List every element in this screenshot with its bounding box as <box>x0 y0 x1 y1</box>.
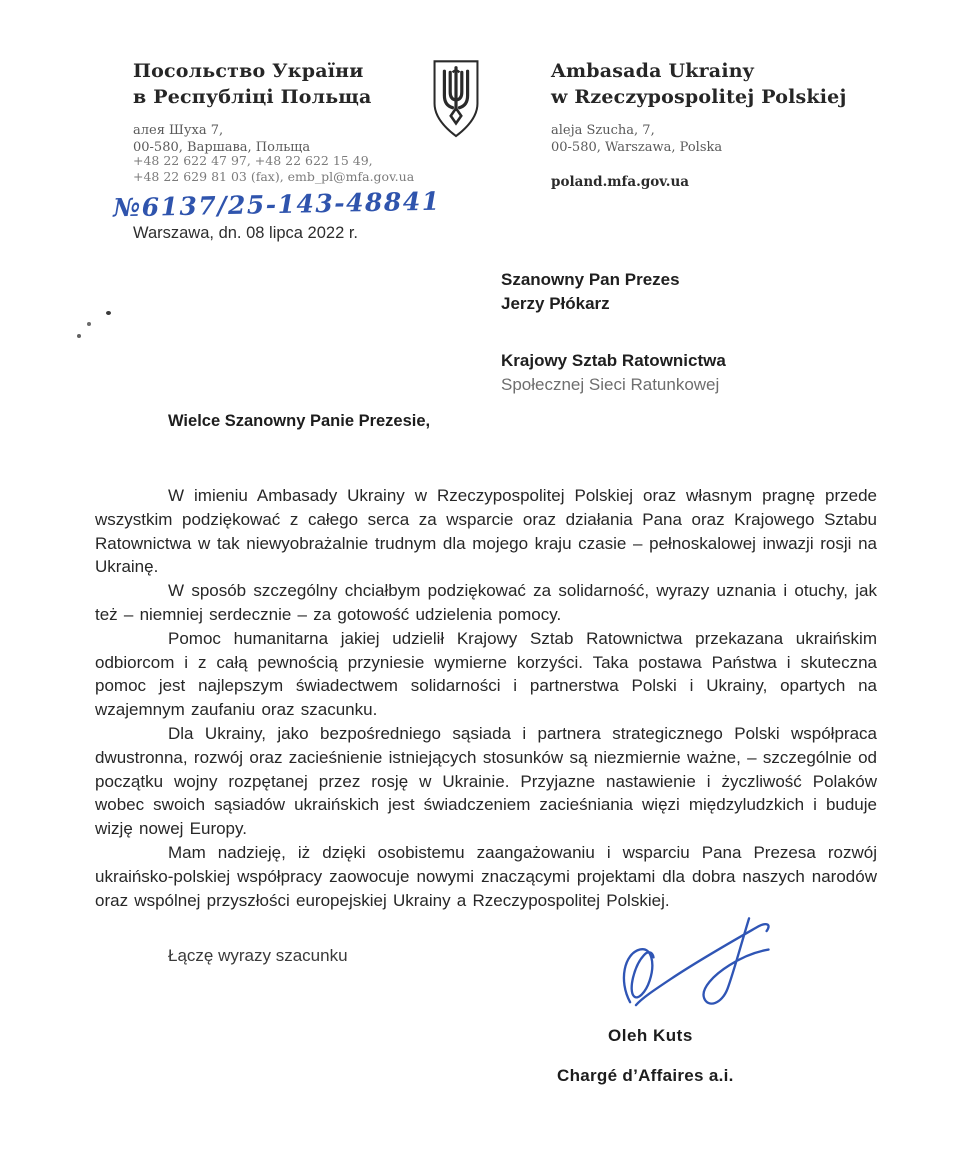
scan-speck <box>106 311 111 315</box>
recipient-block <box>501 268 726 397</box>
ukraine-trident-emblem-icon <box>427 56 485 142</box>
handwritten-reference-number: №6137/25-143-48841 <box>112 186 441 223</box>
embassy-contacts <box>133 153 414 185</box>
embassy-address-uk-line2: 00-580, Варшава, Польща <box>133 140 311 155</box>
body-paragraph-2: W sposób szczególny chciałbym podziękować za solidarność, wyrazy uznania i otuchy, jak też – niemniej serdecznie – za gotowość udzielenia pomocy. <box>95 581 877 624</box>
recipient-name: Jerzy Płókarz <box>501 294 610 313</box>
embassy-title-uk-line1: Посольство України <box>133 60 364 82</box>
recipient-honorific: Szanowny Pan Prezes <box>501 270 680 289</box>
embassy-address-pl-line1: aleja Szucha, 7, <box>551 123 655 138</box>
body-paragraph-3: Pomoc humanitarna jakiej udzielił Krajowy Sztab Ratownictwa przekazana ukraińskim odbiorcom i z całą pewnością przyniesie wymierne korzyści. Taka postawa Państwa i skuteczna pomoc jest najlepszym świadectwem solidarności i partnerstwa Polski i Ukrainy, opartych na wzajemnym zaufaniu oraz szacunku. <box>95 628 877 720</box>
scan-speck <box>77 334 81 338</box>
signer-title: Chargé d’Affaires a.i. <box>557 1066 734 1085</box>
embassy-phone-line1: +48 22 622 47 97, +48 22 622 15 49, <box>133 153 373 168</box>
closing-phrase: Łączę wyrazy szacunku <box>168 946 348 965</box>
body-paragraph-5: Mam nadzieję, iż dzięki osobistemu zaangażowaniu i wsparciu Pana Prezesa rozwój ukraińsko-polskiej współpracy zaowocuje nowymi znaczącymi projektami dla dobra naszych narodów oraz wspólnej przyszłości europejskiej Ukrainy a Rzeczypospolitej Polskiej. <box>95 842 877 910</box>
signer-name: Oleh Kuts <box>608 1026 693 1045</box>
embassy-title-pl-line1: Ambasada Ukrainy <box>551 60 754 82</box>
embassy-title-polish <box>551 58 847 110</box>
letter-body <box>95 484 877 912</box>
body-paragraph-4: Dla Ukrainy, jako bezpośredniego sąsiada i partnera strategicznego Polski współpraca dwustronna, rozwój oraz zacieśnienie istniejących stosunków są niezmiernie ważne, – szczególnie od początku wojny rozpętanej przez rosję w Ukrainie. Przyjazne nastawienie i życzliwość Polaków wobec swoich sąsiadów ukraińskich jest świadczeniem zacieśniania więzi międzyludzkich i buduje wizję nowej Europy. <box>95 723 877 839</box>
embassy-phone-email-line: +48 22 629 81 03 (fax), emb_pl@mfa.gov.ua <box>133 169 415 184</box>
embassy-website: poland.mfa.gov.ua <box>551 174 690 190</box>
salutation: Wielce Szanowny Panie Prezesie, <box>168 412 431 430</box>
scan-speck <box>87 322 91 326</box>
embassy-title-pl-line2: w Rzeczypospolitej Polskiej <box>551 86 847 108</box>
embassy-title-uk-line2: в Республіці Польща <box>133 86 372 108</box>
embassy-address-ukrainian <box>133 122 310 156</box>
embassy-address-uk-line1: алея Шуха 7, <box>133 123 224 138</box>
body-paragraph-1: W imieniu Ambasady Ukrainy w Rzeczypospolitej Polskiej oraz własnym pragnę przede wszystkim podziękować z całego serca za wsparcie oraz działania Pana oraz Krajowego Sztabu Ratownictwa w tak niewyobrażalnie trudnym dla mojego kraju czasie – pełnoskalowej inwazji rosji na Ukrainę. <box>95 486 877 577</box>
recipient-organization-subline: Społecznej Sieci Ratunkowej <box>501 375 720 394</box>
place-and-date-line: Warszawa, dn. 08 lipca 2022 r. <box>133 224 359 242</box>
embassy-address-pl-line2: 00-580, Warszawa, Polska <box>551 140 723 155</box>
recipient-organization: Krajowy Sztab Ratownictwa <box>501 351 726 370</box>
handwritten-signature <box>595 912 790 1030</box>
embassy-title-ukrainian <box>133 58 372 110</box>
embassy-address-polish <box>551 122 722 156</box>
